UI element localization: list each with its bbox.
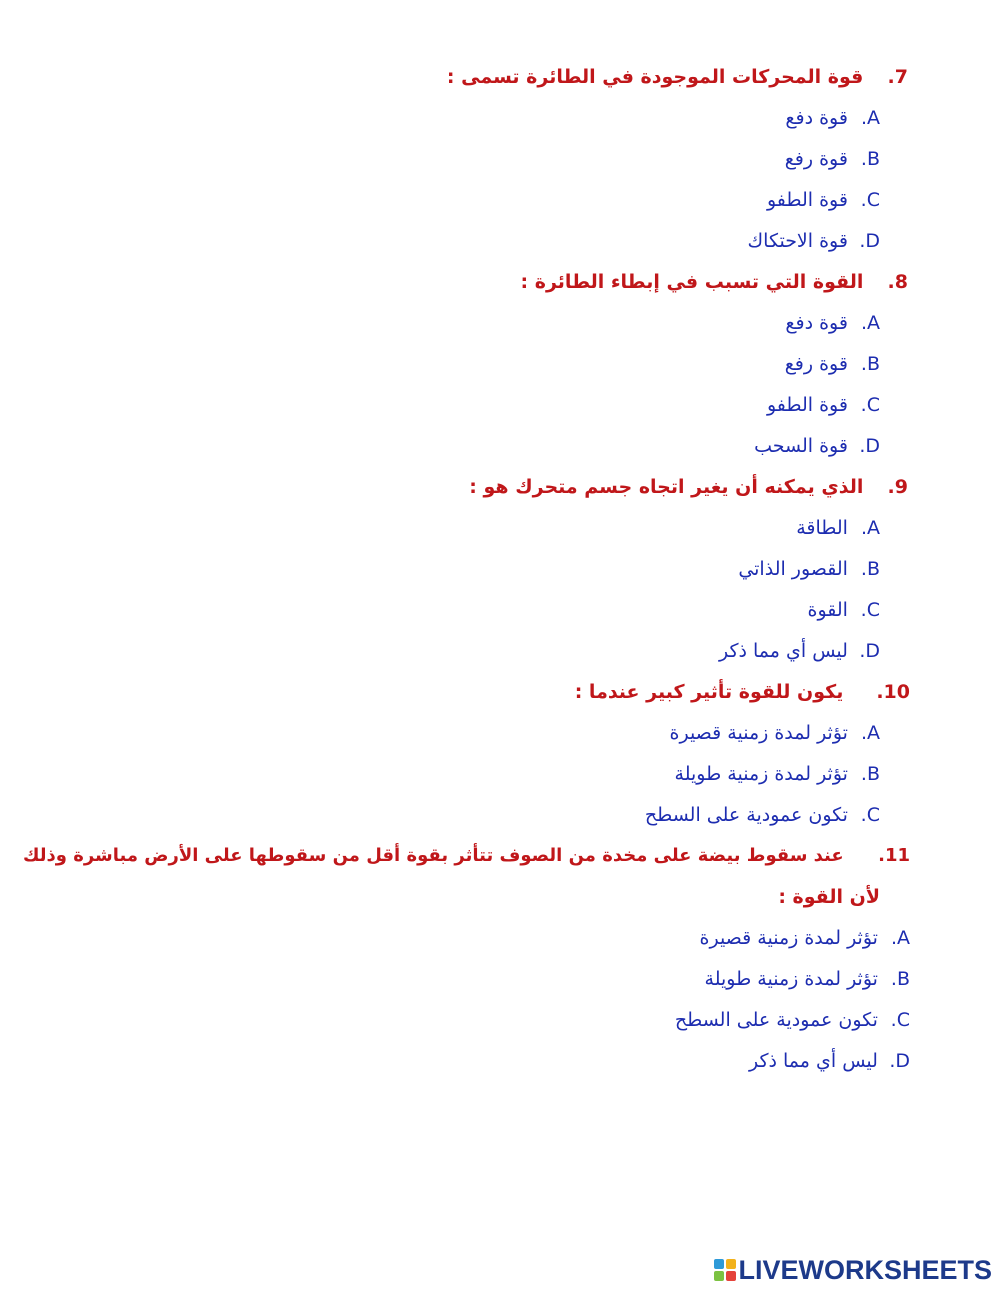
option-text: تؤثر لمدة زمنية طويلة [674,763,848,785]
option-letter: A. [860,107,880,129]
question-text: عند سقوط بيضة على مخدة من الصوف تتأثر بقوة أقل من سقوطها على الأرض مباشرة وذلك [23,845,844,866]
option-7b[interactable] [785,139,880,179]
logo-block [714,1271,724,1281]
option-text: القصور الذاتي [738,558,848,580]
option-9b[interactable] [738,549,880,589]
option-text: قوة رفع [784,148,848,170]
option-letter: A. [860,517,880,539]
option-letter: D. [859,640,880,662]
option-letter: B. [860,353,880,375]
option-text: تؤثر لمدة زمنية قصيرة [669,722,848,744]
option-letter: A. [890,927,910,949]
question-text: الذي يمكنه أن يغير اتجاه جسم متحرك هو : [469,476,864,498]
option-10c[interactable] [645,795,880,835]
option-8c[interactable] [767,385,880,425]
option-letter: D. [859,435,880,457]
question-7-title [447,57,908,97]
option-letter: B. [890,968,910,990]
option-letter: D. [859,230,880,252]
option-8a[interactable] [785,303,880,343]
option-10b[interactable] [675,754,880,794]
logo-text: LIVEWORKSHEETS [738,1254,992,1285]
option-11c[interactable] [675,1000,910,1040]
option-7c[interactable] [767,180,880,220]
question-number: 10. [876,681,910,703]
question-text: يكون للقوة تأثير كبير عندما : [574,681,844,703]
option-text: ليس أي مما ذكر [748,1050,878,1072]
option-letter: C. [860,394,880,416]
option-text: قوة الطفو [766,189,848,211]
question-number: 8. [887,271,908,293]
option-text: تؤثر لمدة زمنية قصيرة [699,927,878,949]
option-9a[interactable] [796,508,880,548]
option-letter: B. [860,558,880,580]
option-text: تكون عمودية على السطح [644,804,848,826]
option-7d[interactable] [748,221,880,261]
option-text: قوة الطفو [766,394,848,416]
option-8d[interactable] [754,426,880,466]
logo-block [714,1259,724,1269]
option-text: تكون عمودية على السطح [674,1009,878,1031]
option-letter: B. [860,148,880,170]
option-text: الطاقة [796,517,848,539]
option-11a[interactable] [700,918,910,958]
option-letter: B. [860,763,880,785]
option-letter: C. [860,804,880,826]
logo-block [726,1271,736,1281]
option-text: تؤثر لمدة زمنية طويلة [704,968,878,990]
option-letter: C. [860,599,880,621]
option-letter: C. [860,189,880,211]
question-text: القوة التي تسبب في إبطاء الطائرة : [520,271,864,293]
question-11-title [23,836,910,876]
option-text: ليس أي مما ذكر [718,640,848,662]
question-8-title [521,262,908,302]
option-text: قوة السحب [754,435,848,457]
liveworksheets-logo [714,1253,992,1287]
option-11b[interactable] [705,959,910,999]
option-letter: A. [860,722,880,744]
option-text: قوة الاحتكاك [747,230,848,252]
option-text: القوة [807,599,848,621]
question-number: 11. [878,845,910,866]
option-9d[interactable] [719,631,880,671]
option-10a[interactable] [670,713,880,753]
option-letter: A. [860,312,880,334]
option-letter: C. [890,1009,910,1031]
question-11-continuation [778,877,880,917]
option-11d[interactable] [749,1041,910,1081]
option-text: قوة دفع [785,107,848,129]
question-text-continued: لأن القوة : [778,886,880,908]
logo-blocks-icon [714,1259,736,1281]
option-9c[interactable] [808,590,881,630]
option-text: قوة رفع [784,353,848,375]
logo-block [726,1259,736,1269]
option-7a[interactable] [785,98,880,138]
question-number: 9. [887,476,908,498]
option-letter: D. [889,1050,910,1072]
question-number: 7. [887,66,908,88]
question-9-title [469,467,908,507]
question-text: قوة المحركات الموجودة في الطائرة تسمى : [446,66,864,88]
question-10-title [575,672,910,712]
option-text: قوة دفع [785,312,848,334]
option-8b[interactable] [785,344,880,384]
